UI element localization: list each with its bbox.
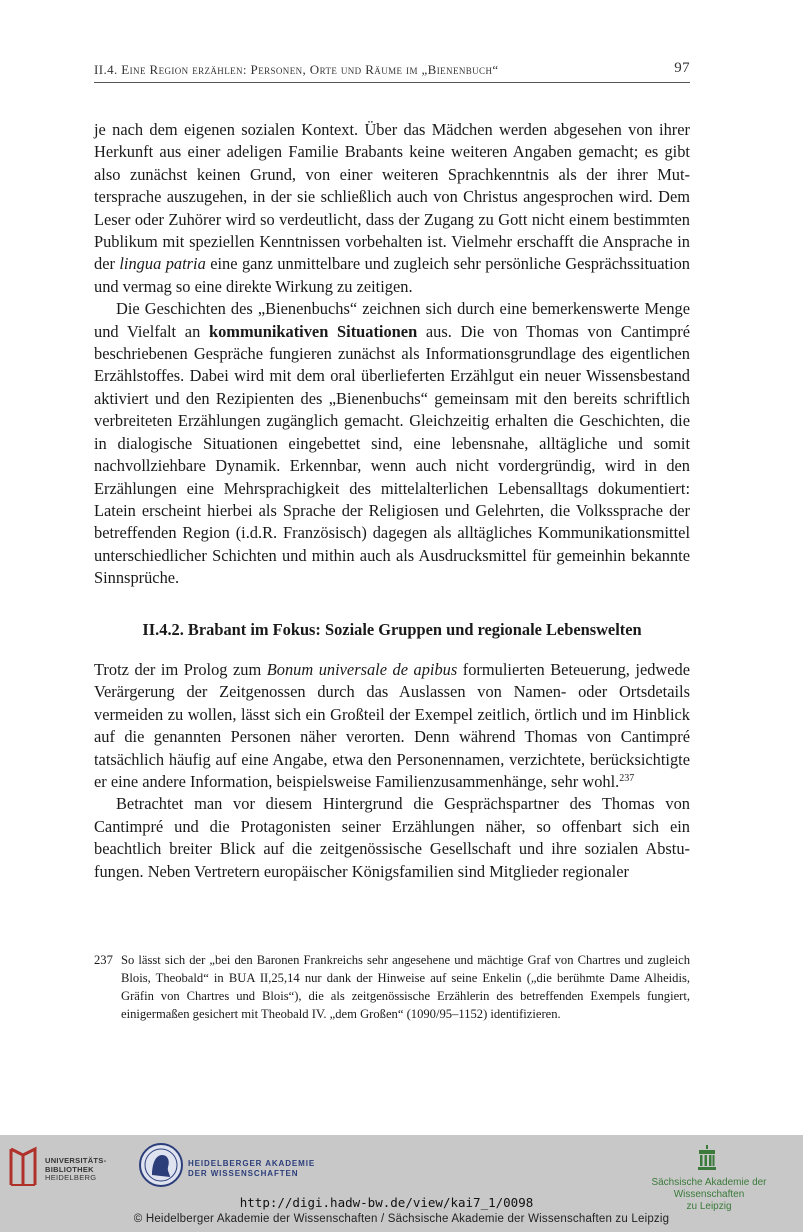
paragraph-1-text-b: eine ganz unmittelbare und zugleich sehr persönliche Gesprächssituation und vermag so eine direkte Wirkung zu zeitigen. <box>94 254 691 296</box>
ub-heidelberg-logo-icon <box>8 1145 42 1189</box>
paragraph-2-bold: kommunikativen Situationen <box>209 321 418 341</box>
hadw-logo[interactable] <box>138 1141 338 1193</box>
hadw-line-2: DER WISSENSCHAFTEN <box>188 1169 299 1178</box>
main-text-upper <box>94 119 690 590</box>
section-heading: II.4.2. Brabant im Fokus: Soziale Gruppen und regionale Lebenswelten <box>142 620 642 639</box>
hadw-wordmark <box>188 1159 315 1179</box>
page-number: 97 <box>674 60 690 76</box>
copyright-notice: © Heidelberger Akademie der Wissenschaften / Sächsische Akademie der Wissenschaften zu Leipzig <box>133 1213 670 1225</box>
saw-line-1: Sächsische Akademie der Wissenschaften <box>651 1177 767 1200</box>
footnote-reference[interactable]: 237 <box>619 773 635 785</box>
paragraph-1-text-a: je nach dem eigenen sozialen Kontext. Über das Mädchen werden abgesehen von ihrer Herkunft aus einer adeligen Familie Brabants keine weiteren Angaben gemacht; es gibt also zunächst keinen Grund, von einer weiteren Sprachkenntnis als der ihrer Muttersprache auszugehen, in der sie schließlich auch von Christus angesprochen wird. Dem Leser oder Zuhörer wird so verdeutlicht, dass der Zugang zu Gott nicht einem bestimmten Publikum mit speziellen Kenntnissen vorbehalten ist. Vielmehr erschafft die Ansprache in der <box>94 120 690 274</box>
paragraph-3-text-b: formulierten Beteuerung, jedwede Verärgerung der Zeitgenossen durch das Auslassen von Namen- oder Ortsdetails vermeiden zu wollen, lässt sich ein Großteil der Exempel zeitlich, örtlich und im Hinblick auf die genannten Personen näher verorten. Denn während Thomas von Cantimpré tatsächlich häufig auf eine Angabe, etwa den Personennamen, verzichtete, berücksichtigte er eine andere Information, beispielsweise Familienzusammenhänge, sehr wohl. <box>94 660 691 792</box>
permalink-url[interactable]: http://digi.hadw-bw.de/view/kai7_1/0098 <box>239 1195 534 1210</box>
ub-heidelberg-wordmark <box>45 1157 106 1183</box>
running-head <box>94 60 690 83</box>
hadw-seal-icon <box>138 1141 184 1189</box>
footnote <box>94 951 690 1023</box>
saw-building-logo-icon <box>696 1143 718 1171</box>
paragraph-4: Betrachtet man vor diesem Hintergrund die Gesprächspartner des Thomas von Cantimpré und die Protagonisten seiner Erzählungen näher, so offenbart sich ein beachtlich breiter Blick auf die zeitgenössische Gesellschaft und ihre sozialen Abstufungen. Neben Vertretern europäischer Königsfamilien sind Mitglieder regionaler <box>94 794 690 881</box>
paragraph-2-text-a: Die Geschichten des „Bienenbuchs“ zeichnen sich durch eine bemerkenswerte Menge und Vielfalt an <box>94 299 690 341</box>
ub-line-1: UNIVERSITÄTS- <box>45 1156 107 1165</box>
footnote-number: 237 <box>94 953 113 967</box>
ub-line-2: BIBLIOTHEK <box>45 1164 94 1174</box>
hadw-line-1: HEIDELBERGER AKADEMIE <box>188 1159 316 1168</box>
paragraph-1 <box>94 119 690 298</box>
ub-line-3: HEIDELBERG <box>45 1173 97 1182</box>
running-head-title: II.4. Eine Region erzählen: Personen, Orte und Räume im „Bienenbuch“ <box>94 62 499 77</box>
saw-line-2: zu Leipzig <box>686 1201 732 1212</box>
paragraph-3-italic: Bonum universale de apibus <box>266 660 458 679</box>
paragraph-3-text-a: Trotz der im Prolog zum <box>94 660 267 679</box>
paragraph-3 <box>94 659 690 793</box>
ub-heidelberg-logo[interactable] <box>8 1143 128 1193</box>
paragraph-2-text-b: aus. Die von Thomas von Cantimpré beschriebenen Gespräche fungieren zunächst als Informationsgrundlage des eigentlichen Erzählstoffes. Dabei wird mit dem oral überlieferten Erzählgut ein neuer Wissensbestand aktiviert und den Rezipienten des „Bienenbuchs“ gemeinsam mit den bereits schriftlich verbreiteten Erzählungen zugänglich gemacht. Gleichzeitig erhalten die Geschichten, die in dialogische Situationen eingebettet sind, eine lebensnahe, alltägliche und somit nachvollziehbare Dynamik. Erkennbar, wenn auch nicht vordergründig, wird in den Erzählungen eine Mehrsprachigkeit des mittelalterlichen Lebensalltags dokumentiert: Latein erscheint hierbei als Sprache der Religiosen und Gelehrten, die Volkssprache der betreffenden Region (i.d.R. Französisch) dagegen als alltägliches Kommunikationsmittel unterschiedlicher Schichten und mithin auch als Ausdrucksmittel für gemeinhin bekannte Sinnsprüche. <box>94 321 690 588</box>
paragraph-1-italic: lingua patria <box>119 254 206 274</box>
main-text-lower <box>94 659 690 883</box>
paragraph-2 <box>94 298 690 589</box>
viewer-footer <box>0 1135 803 1232</box>
footnote-text: So lässt sich der „bei den Baronen Frankreichs sehr angesehene und mächtige Graf von Chartres und zugleich Blois, Theobald“ in BUA II,25,14 nur dank der Hinweise auf seine Enkelin („die berühmte Dame Alheidis, Gräfin von Chartres und Blois“), die als zeitgenössische Erzählerin des betreffenden Exempels fungiert, einigermaßen gesichert mit Theobald IV. „dem Großen“ (1090/95–1152) identifizieren. <box>121 953 690 1021</box>
